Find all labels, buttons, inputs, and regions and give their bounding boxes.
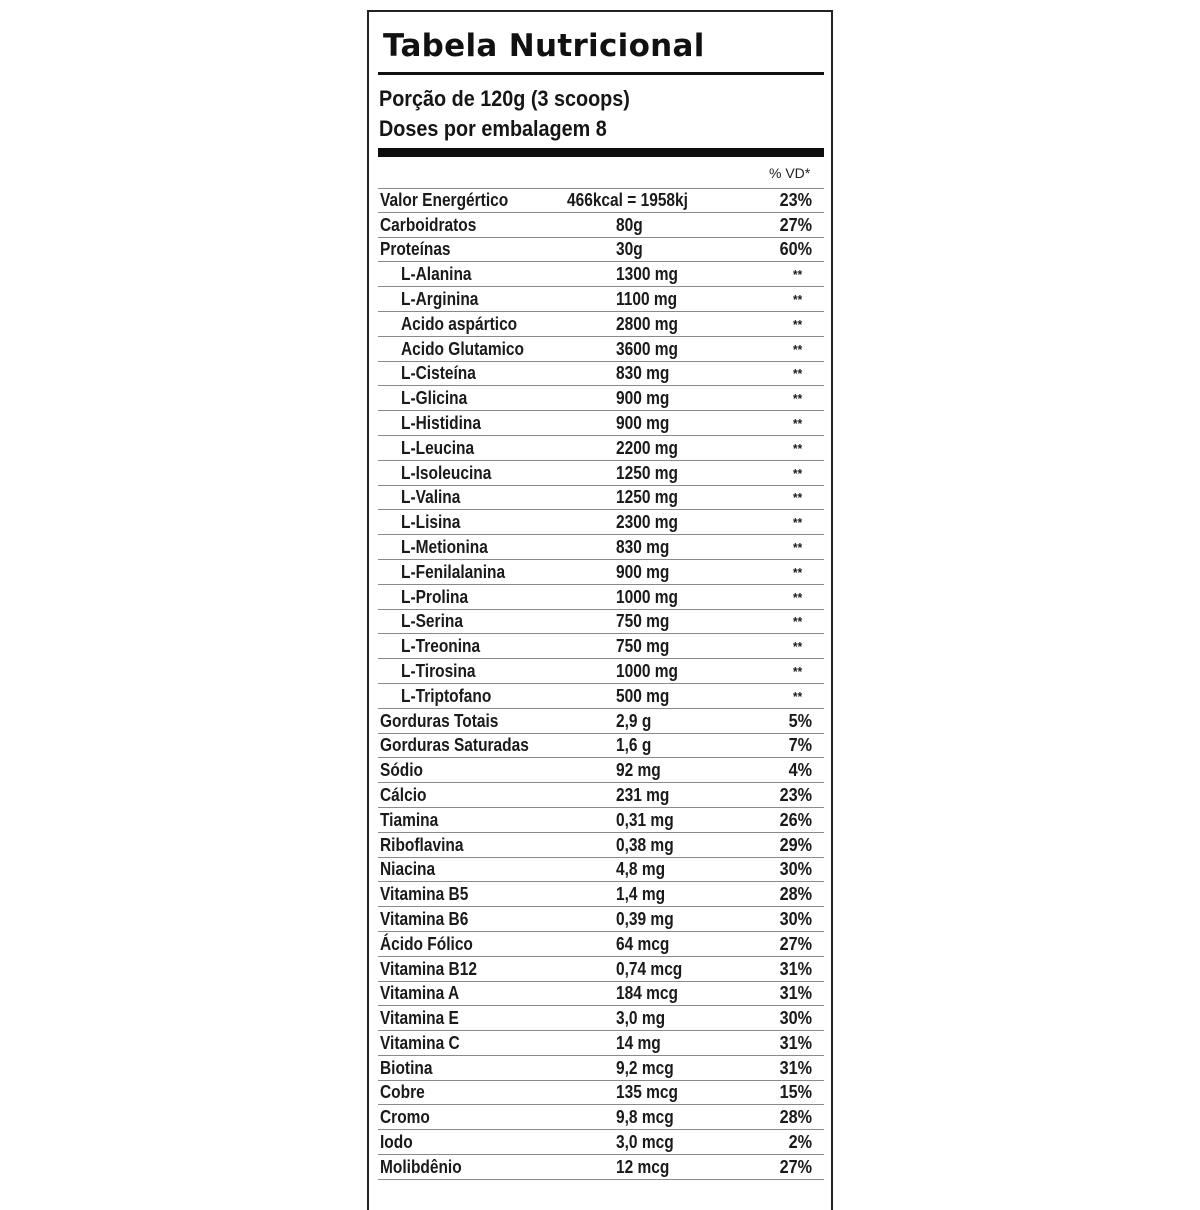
nutrient-daily-value: 31% bbox=[779, 1057, 812, 1078]
nutrient-daily-value: ** bbox=[792, 291, 802, 307]
nutrient-amount: 184 mcg bbox=[616, 983, 678, 1004]
nutrient-amount: 1100 mg bbox=[616, 288, 678, 309]
nutrient-amount: 1000 mg bbox=[616, 586, 678, 607]
nutrient-amount: 4,8 mg bbox=[616, 859, 666, 880]
nutrient-row bbox=[378, 957, 824, 982]
nutrient-row bbox=[378, 684, 824, 709]
nutrient-daily-value: ** bbox=[792, 267, 802, 283]
nutrient-row bbox=[378, 262, 824, 287]
nutrient-name: Iodo bbox=[380, 1132, 413, 1153]
nutrient-amount: 500 mg bbox=[616, 685, 670, 706]
nutrient-row bbox=[378, 709, 824, 734]
nutrient-name: Cromo bbox=[380, 1107, 430, 1128]
nutrient-name: L-Cisteína bbox=[401, 363, 476, 384]
nutrient-daily-value: ** bbox=[792, 316, 802, 332]
nutrient-amount: 900 mg bbox=[616, 561, 670, 582]
nutrient-row bbox=[378, 758, 824, 783]
nutrient-name: Vitamina C bbox=[380, 1032, 460, 1053]
nutrient-amount: 0,74 mcg bbox=[616, 958, 683, 979]
nutrient-daily-value: 27% bbox=[779, 933, 812, 954]
nutrient-daily-value: ** bbox=[792, 391, 802, 407]
nutrient-name: L-Fenilalanina bbox=[401, 561, 506, 582]
nutrient-amount: 3,0 mcg bbox=[616, 1132, 674, 1153]
nutrient-row bbox=[378, 188, 824, 213]
nutrient-daily-value: 27% bbox=[779, 214, 812, 235]
nutrient-name: L-Histidina bbox=[401, 412, 481, 433]
nutrient-daily-value: 30% bbox=[779, 859, 812, 880]
nutrient-row bbox=[378, 337, 824, 362]
nutrient-name: L-Prolina bbox=[401, 586, 469, 607]
nutrient-daily-value: 29% bbox=[779, 834, 812, 855]
nutrient-amount: 9,8 mcg bbox=[616, 1107, 674, 1128]
nutrient-amount: 30g bbox=[616, 239, 643, 260]
nutrient-name: L-Alanina bbox=[401, 264, 472, 285]
nutrient-amount: 2200 mg bbox=[616, 437, 678, 458]
nutrient-name: Vitamina B12 bbox=[380, 958, 477, 979]
nutrient-daily-value: 15% bbox=[779, 1082, 812, 1103]
nutrient-name: Cálcio bbox=[380, 784, 427, 805]
nutrient-row bbox=[378, 882, 824, 907]
nutrient-daily-value: 28% bbox=[779, 1107, 812, 1128]
nutrient-daily-value: 27% bbox=[779, 1156, 812, 1177]
nutrient-row bbox=[378, 1105, 824, 1130]
nutrient-row bbox=[378, 238, 824, 263]
nutrient-row bbox=[378, 411, 824, 436]
nutrient-rows bbox=[378, 188, 824, 1180]
nutrient-row bbox=[378, 833, 824, 858]
nutrient-amount: 9,2 mcg bbox=[616, 1057, 674, 1078]
nutrient-daily-value: 30% bbox=[779, 1008, 812, 1029]
nutrient-name: Niacina bbox=[380, 859, 436, 880]
nutrient-row bbox=[378, 560, 824, 585]
nutrient-daily-value: ** bbox=[792, 415, 802, 431]
portion-size: Porção de 120g (3 scoops) bbox=[379, 86, 630, 111]
nutrient-amount: 830 mg bbox=[616, 363, 670, 384]
nutrient-row bbox=[378, 312, 824, 337]
nutrient-name: L-Lisina bbox=[401, 512, 461, 533]
nutrient-name: L-Tirosina bbox=[401, 660, 476, 681]
nutrient-daily-value: 2% bbox=[788, 1132, 812, 1153]
nutrient-daily-value: ** bbox=[792, 440, 802, 456]
nutrient-amount: 1000 mg bbox=[616, 660, 678, 681]
nutrient-daily-value: 60% bbox=[779, 239, 812, 260]
nutrient-amount: 1250 mg bbox=[616, 462, 678, 483]
nutrient-name: L-Triptofano bbox=[401, 685, 492, 706]
nutrient-name: Carboidratos bbox=[380, 214, 477, 235]
nutrient-row bbox=[378, 510, 824, 535]
nutrient-row bbox=[378, 1081, 824, 1106]
nutrient-amount: 0,39 mg bbox=[616, 908, 674, 929]
nutrient-row bbox=[378, 486, 824, 511]
nutrient-amount: 750 mg bbox=[616, 611, 670, 632]
nutrient-row bbox=[378, 634, 824, 659]
nutrient-daily-value: ** bbox=[792, 341, 802, 357]
nutrient-daily-value: ** bbox=[792, 639, 802, 655]
nutrient-daily-value: 31% bbox=[779, 1032, 812, 1053]
nutrient-name: Biotina bbox=[380, 1057, 433, 1078]
nutrient-daily-value: 23% bbox=[779, 784, 812, 805]
nutrient-name: Proteínas bbox=[380, 239, 451, 260]
nutrient-name: Gorduras Totais bbox=[380, 710, 499, 731]
nutrition-facts-panel bbox=[367, 10, 833, 1210]
table-title: Tabela Nutricional bbox=[383, 28, 705, 64]
nutrient-row bbox=[378, 213, 824, 238]
nutrient-amount: 14 mg bbox=[616, 1032, 661, 1053]
nutrient-name: Ácido Fólico bbox=[380, 933, 473, 954]
nutrient-amount: 1300 mg bbox=[616, 264, 678, 285]
nutrient-daily-value: 30% bbox=[779, 908, 812, 929]
nutrient-row bbox=[378, 1056, 824, 1081]
nutrient-amount: 900 mg bbox=[616, 412, 670, 433]
nutrient-row bbox=[378, 610, 824, 635]
nutrient-daily-value: ** bbox=[792, 515, 802, 531]
nutrient-daily-value: ** bbox=[792, 366, 802, 382]
nutrient-amount: 466kcal = 1958kj bbox=[567, 189, 688, 210]
nutrient-name: Vitamina B6 bbox=[380, 908, 469, 929]
nutrient-amount: 830 mg bbox=[616, 536, 670, 557]
nutrient-amount: 3,0 mg bbox=[616, 1008, 666, 1029]
nutrient-row bbox=[378, 982, 824, 1007]
nutrient-row bbox=[378, 808, 824, 833]
nutrient-daily-value: 4% bbox=[788, 760, 812, 781]
nutrient-row bbox=[378, 1155, 824, 1180]
nutrient-daily-value: ** bbox=[792, 614, 802, 630]
nutrient-amount: 750 mg bbox=[616, 636, 670, 657]
nutrient-row bbox=[378, 858, 824, 883]
nutrient-row bbox=[378, 436, 824, 461]
nutrient-amount: 80g bbox=[616, 214, 643, 235]
nutrient-amount: 1,6 g bbox=[616, 735, 652, 756]
nutrient-amount: 0,38 mg bbox=[616, 834, 674, 855]
nutrient-daily-value: 31% bbox=[779, 983, 812, 1004]
nutrient-amount: 2300 mg bbox=[616, 512, 678, 533]
nutrient-row bbox=[378, 386, 824, 411]
nutrient-name: Acido aspártico bbox=[401, 313, 518, 334]
nutrient-daily-value: 5% bbox=[788, 710, 812, 731]
nutrient-amount: 231 mg bbox=[616, 784, 670, 805]
nutrient-name: Vitamina E bbox=[380, 1008, 459, 1029]
nutrient-name: L-Serina bbox=[401, 611, 463, 632]
nutrient-row bbox=[378, 659, 824, 684]
nutrient-name: Tiamina bbox=[380, 809, 439, 830]
nutrient-daily-value: 26% bbox=[779, 809, 812, 830]
nutrient-amount: 2800 mg bbox=[616, 313, 678, 334]
nutrient-row bbox=[378, 734, 824, 759]
nutrient-name: Molibdênio bbox=[380, 1156, 462, 1177]
nutrient-daily-value: ** bbox=[792, 589, 802, 605]
nutrient-amount: 135 mcg bbox=[616, 1082, 678, 1103]
nutrient-name: L-Metionina bbox=[401, 536, 488, 557]
nutrient-name: L-Arginina bbox=[401, 288, 479, 309]
nutrient-name: Gorduras Saturadas bbox=[380, 735, 529, 756]
nutrient-row bbox=[378, 461, 824, 486]
nutrient-name: Vitamina A bbox=[380, 983, 460, 1004]
nutrient-name: Riboflavina bbox=[380, 834, 464, 855]
nutrient-row bbox=[378, 1031, 824, 1056]
nutrient-name: Cobre bbox=[380, 1082, 425, 1103]
nutrient-row bbox=[378, 907, 824, 932]
header-divider bbox=[378, 148, 824, 157]
nutrient-amount: 1250 mg bbox=[616, 487, 678, 508]
nutrient-row bbox=[378, 783, 824, 808]
nutrient-amount: 3600 mg bbox=[616, 338, 678, 359]
nutrient-row bbox=[378, 1006, 824, 1031]
nutrient-row bbox=[378, 1130, 824, 1155]
nutrient-name: L-Isoleucina bbox=[401, 462, 492, 483]
nutrient-daily-value: ** bbox=[792, 564, 802, 580]
nutrient-amount: 900 mg bbox=[616, 388, 670, 409]
nutrient-name: Sódio bbox=[380, 760, 423, 781]
nutrient-amount: 12 mcg bbox=[616, 1156, 670, 1177]
nutrient-name: L-Leucina bbox=[401, 437, 475, 458]
daily-value-header: % VD* bbox=[769, 165, 811, 181]
nutrient-amount: 0,31 mg bbox=[616, 809, 674, 830]
nutrient-name: L-Treonina bbox=[401, 636, 481, 657]
nutrient-row bbox=[378, 287, 824, 312]
nutrient-daily-value: 7% bbox=[788, 735, 812, 756]
nutrient-name: L-Glicina bbox=[401, 388, 468, 409]
servings-per-package: Doses por embalagem 8 bbox=[379, 116, 607, 141]
nutrient-name: Valor Energértico bbox=[380, 189, 509, 210]
nutrient-daily-value: ** bbox=[792, 465, 802, 481]
nutrient-name: Vitamina B5 bbox=[380, 884, 469, 905]
nutrient-daily-value: ** bbox=[792, 490, 802, 506]
nutrient-name: L-Valina bbox=[401, 487, 461, 508]
nutrient-row bbox=[378, 585, 824, 610]
nutrient-amount: 92 mg bbox=[616, 760, 661, 781]
nutrient-amount: 1,4 mg bbox=[616, 884, 666, 905]
nutrient-daily-value: ** bbox=[792, 663, 802, 679]
nutrient-name: Acido Glutamico bbox=[401, 338, 524, 359]
title-divider bbox=[378, 72, 824, 75]
nutrient-daily-value: 28% bbox=[779, 884, 812, 905]
nutrient-daily-value: ** bbox=[792, 539, 802, 555]
nutrient-amount: 2,9 g bbox=[616, 710, 652, 731]
nutrient-daily-value: 31% bbox=[779, 958, 812, 979]
nutrient-row bbox=[378, 932, 824, 957]
nutrient-daily-value: 23% bbox=[779, 189, 812, 210]
nutrient-daily-value: ** bbox=[792, 688, 802, 704]
nutrient-row bbox=[378, 362, 824, 387]
nutrient-row bbox=[378, 535, 824, 560]
nutrient-amount: 64 mcg bbox=[616, 933, 670, 954]
